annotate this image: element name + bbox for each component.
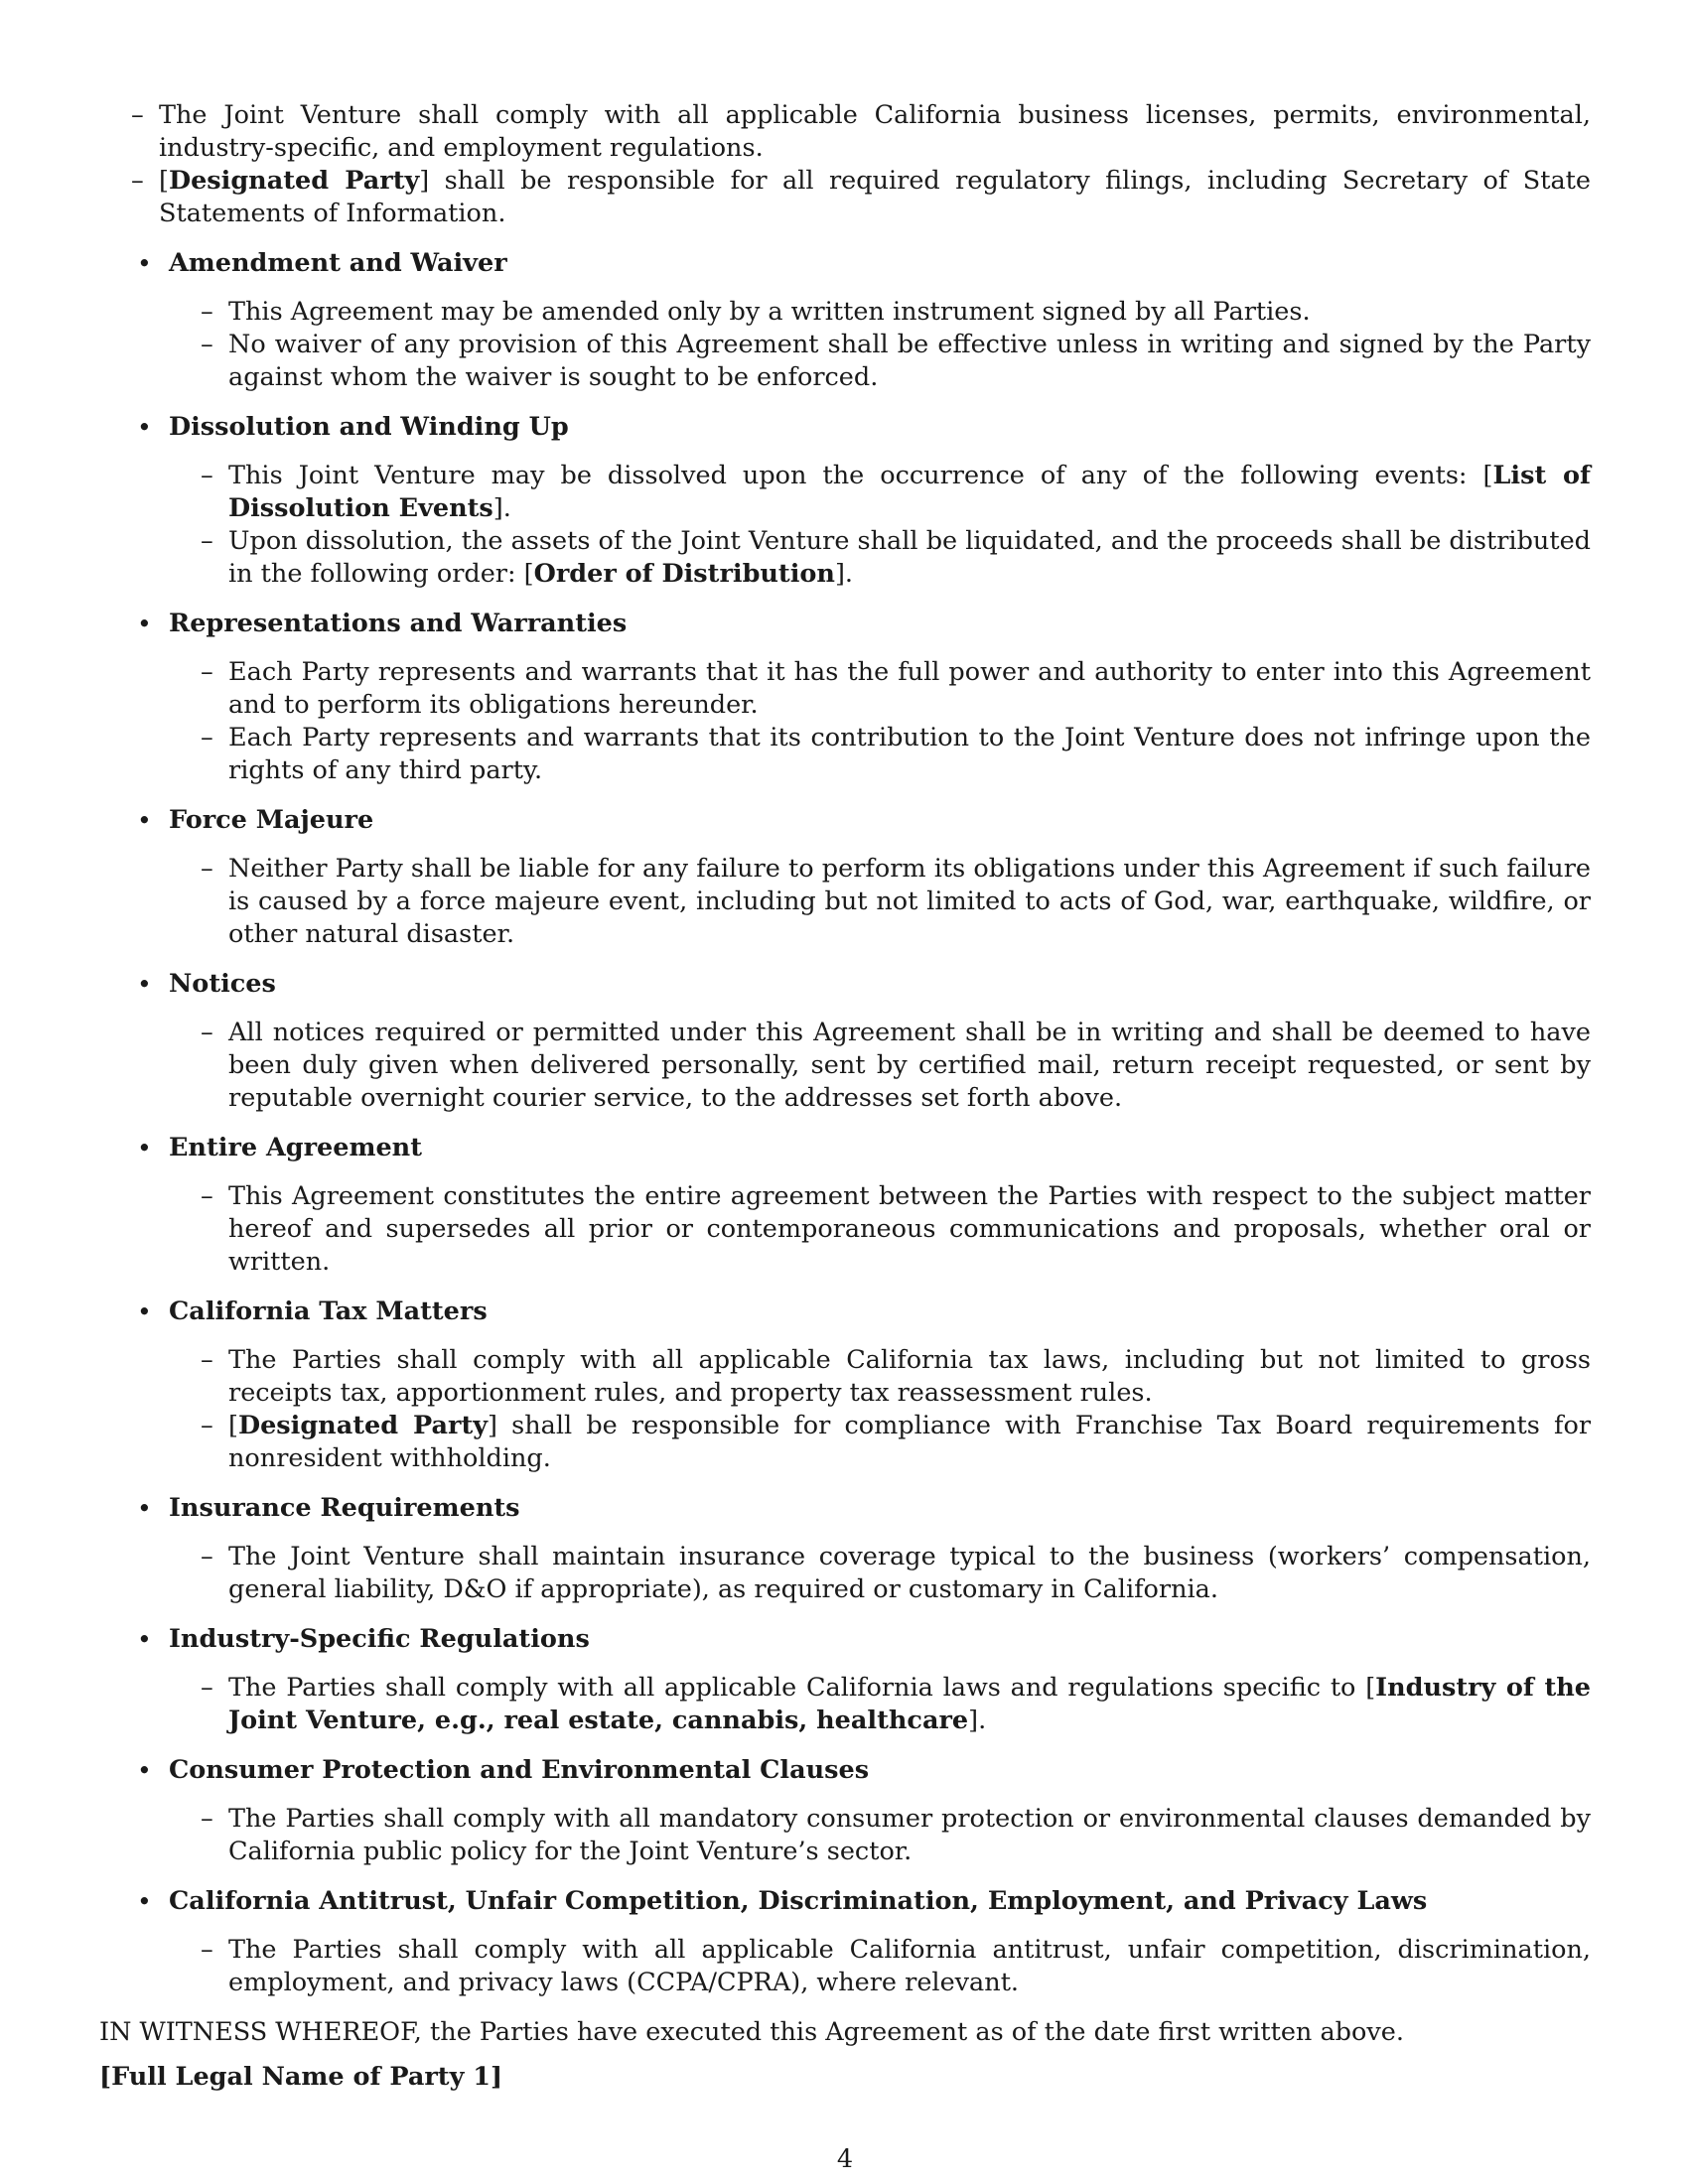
clause-item xyxy=(169,296,1591,329)
clause-item xyxy=(169,722,1591,787)
placeholder-field: Industry of the Joint Venture, e.g., real estate, cannabis, healthcare xyxy=(228,1673,1591,1735)
clause-text: Neither Party shall be liable for any failure to perform its obligations under this Agreement if such failure is caused by a force majeure event, including but not limited to acts of God, war, earthquake, wildfire, or other natural disaster. xyxy=(228,854,1591,949)
clause-list xyxy=(169,1180,1591,1279)
section xyxy=(99,1132,1591,1279)
section-heading: • Entire Agreement xyxy=(169,1133,422,1162)
clause-list xyxy=(169,1344,1591,1475)
placeholder-field: List of Dissolution Events xyxy=(228,461,1591,523)
section xyxy=(99,247,1591,394)
clause-text: ]. xyxy=(492,493,511,523)
clause-item xyxy=(99,99,1591,165)
clause-text: This Joint Venture may be dissolved upon the occurrence of any of the following events: [ xyxy=(228,461,1493,490)
section xyxy=(99,804,1591,951)
clause-text: The Parties shall comply with all applicable California tax laws, including but not limited to gross receipts tax, apportionment rules, and property tax reassessment rules. xyxy=(228,1345,1591,1408)
clause-text: The Parties shall comply with all applicable California laws and regulations specific to [ xyxy=(228,1673,1376,1703)
party-name-placeholder: [Full Legal Name of Party 1] xyxy=(99,2062,503,2092)
clause-text: [ xyxy=(159,166,169,196)
clause-item xyxy=(169,1017,1591,1115)
page-number: 4 xyxy=(836,2144,854,2174)
clause-list xyxy=(169,853,1591,951)
intro-clause-list xyxy=(99,99,1591,230)
section xyxy=(99,1623,1591,1737)
section xyxy=(99,1885,1591,1999)
clause-list xyxy=(169,1934,1591,1999)
section xyxy=(99,1296,1591,1475)
clause-item xyxy=(169,656,1591,722)
clause-text: ] shall be responsible for all required regulatory filings, including Secretary of State Statements of Information. xyxy=(159,166,1591,228)
clause-list xyxy=(169,296,1591,394)
section-heading: • Industry-Specific Regulations xyxy=(169,1624,590,1654)
clause-list xyxy=(169,460,1591,591)
clause-item xyxy=(169,329,1591,394)
clause-list xyxy=(169,1017,1591,1115)
clause-text: This Agreement may be amended only by a written instrument signed by all Parties. xyxy=(228,297,1311,327)
section-heading: • Force Majeure xyxy=(169,805,374,835)
section xyxy=(99,1492,1591,1606)
section xyxy=(99,968,1591,1115)
placeholder-field: Designated Party xyxy=(237,1411,489,1440)
section xyxy=(99,608,1591,787)
clause-item xyxy=(169,1410,1591,1475)
clause-list xyxy=(169,1541,1591,1606)
clause-item xyxy=(169,1344,1591,1410)
section xyxy=(99,1754,1591,1868)
clause-item xyxy=(99,165,1591,230)
clause-text: [ xyxy=(228,1411,238,1440)
clause-text: The Parties shall comply with all applicable California antitrust, unfair competition, discrimination, employment, and privacy laws (CCPA/CPRA), where relevant. xyxy=(228,1935,1591,1997)
clause-text: Each Party represents and warrants that it has the full power and authority to enter into this Agreement and to perform its obligations hereunder. xyxy=(228,657,1591,720)
clause-item xyxy=(169,1672,1591,1737)
clause-item xyxy=(169,1803,1591,1868)
section xyxy=(99,411,1591,591)
clause-item xyxy=(169,1934,1591,1999)
clause-list xyxy=(169,656,1591,787)
clause-item xyxy=(169,460,1591,525)
section-heading: • California Antitrust, Unfair Competition, Discrimination, Employment, and Privacy Laws xyxy=(169,1886,1428,1916)
section-heading: • Notices xyxy=(169,969,276,999)
clause-item xyxy=(169,525,1591,591)
clause-text: No waiver of any provision of this Agreement shall be effective unless in writing and signed by the Party against whom the waiver is sought to be enforced. xyxy=(228,330,1591,392)
section-heading: • Insurance Requirements xyxy=(169,1493,520,1523)
placeholder-field: Order of Distribution xyxy=(533,559,835,589)
clause-item xyxy=(169,1541,1591,1606)
section-list xyxy=(99,247,1591,1999)
clause-text: ] shall be responsible for compliance with Franchise Tax Board requirements for nonresident withholding. xyxy=(228,1411,1592,1473)
document-page xyxy=(99,0,1591,2184)
clause-text: The Parties shall comply with all mandatory consumer protection or environmental clauses demanded by California public policy for the Joint Venture’s sector. xyxy=(228,1804,1591,1866)
clause-text: ]. xyxy=(834,559,854,589)
clause-list xyxy=(169,1672,1591,1737)
clause-item xyxy=(169,853,1591,951)
document-body xyxy=(99,99,1591,2094)
section-heading: • Representations and Warranties xyxy=(169,609,628,638)
section-heading: • Dissolution and Winding Up xyxy=(169,412,569,442)
clause-text: ]. xyxy=(968,1706,987,1735)
placeholder-field: Designated Party xyxy=(168,166,420,196)
clause-text: All notices required or permitted under this Agreement shall be in writing and shall be deemed to have been duly given when delivered personally, sent by certified mail, return receipt requested, or sent by reputable overnight courier service, to the addresses set forth above. xyxy=(228,1018,1591,1113)
clause-list xyxy=(169,1803,1591,1868)
clause-text: The Joint Venture shall comply with all applicable California business licenses, permits, environmental, industry-specific, and employment regulations. xyxy=(159,100,1591,163)
clause-text: Each Party represents and warrants that its contribution to the Joint Venture does not infringe upon the rights of any third party. xyxy=(228,723,1591,785)
clause-text: This Agreement constitutes the entire agreement between the Parties with respect to the subject matter hereof and supersedes all prior or contemporaneous communications and proposals, whether oral or written. xyxy=(228,1181,1591,1277)
section-heading: • California Tax Matters xyxy=(169,1297,488,1326)
clause-item xyxy=(169,1180,1591,1279)
clause-text: The Joint Venture shall maintain insurance coverage typical to the business (workers’ compensation, general liability, D&O if appropriate), as required or customary in California. xyxy=(228,1542,1591,1604)
section-heading: • Consumer Protection and Environmental Clauses xyxy=(169,1755,870,1785)
witness-statement: IN WITNESS WHEREOF, the Parties have executed this Agreement as of the date first written above. xyxy=(99,2017,1404,2047)
clause-text: Upon dissolution, the assets of the Joint Venture shall be liquidated, and the proceeds shall be distributed in the following order: [ xyxy=(228,526,1591,589)
section-heading: • Amendment and Waiver xyxy=(169,248,507,278)
